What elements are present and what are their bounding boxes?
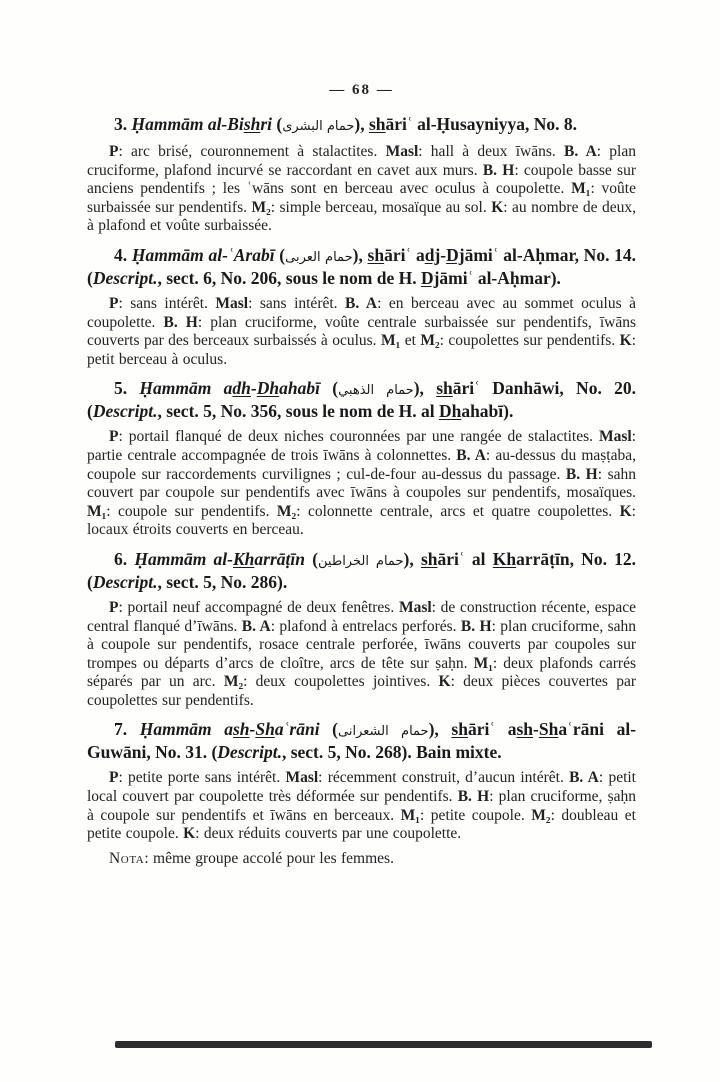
text-run: B. H — [565, 465, 598, 483]
text-run: M₁ — [473, 654, 493, 672]
text-run: ), — [352, 244, 368, 265]
text-run: sh — [368, 114, 386, 134]
text-run: M₂ — [251, 198, 271, 216]
text-run: : coupole basse sur anciens pendentifs ; les ʿwāns sont en berceau avec oculus à coupolette. — [87, 161, 636, 198]
text-run: , sect. 5, No. 268). Bain mixte. — [281, 742, 502, 763]
text-run: āriʿ a — [467, 719, 517, 740]
text-run: P — [109, 143, 119, 160]
text-run: ( — [319, 378, 339, 399]
text-run: Masl — [285, 769, 319, 787]
arabic-name-text: حمام العربى — [285, 249, 353, 265]
text-run: : doubleau et petite coupole. — [87, 806, 636, 843]
text-run: K — [619, 332, 632, 350]
text-run: : petite coupole. — [419, 806, 532, 824]
text-run: Dj — [420, 267, 440, 288]
text-run: ( — [319, 719, 338, 740]
text-run: : partie centrale accompagnée de trois īwāns à colonnettes. — [87, 428, 636, 464]
hammam-entry — [87, 114, 636, 236]
text-run: : même groupe accolé pour les femmes. — [144, 849, 394, 867]
text-run: āriʿ al-Ḥusayniyya, No. 8. — [385, 114, 578, 134]
text-run: B. H — [163, 313, 198, 331]
text-run: 3. — [114, 114, 132, 134]
text-run: : coupole sur pendentifs. — [106, 502, 277, 520]
text-run: : deux plafonds carrés séparés par un arc. — [87, 654, 637, 691]
text-run: B. H — [460, 617, 492, 635]
text-run: : hall à deux īwāns. — [418, 143, 564, 160]
text-run: āmiʿ al-Aḥmar, No. 14. ( — [87, 244, 637, 288]
text-run: : arc brisé, couronnement à stalactites. — [118, 143, 386, 160]
text-run: ( — [272, 114, 283, 134]
text-run: : plafond à entrelacs perforés. — [270, 617, 461, 635]
hammam-entry — [87, 378, 636, 540]
entry-heading — [87, 114, 636, 137]
scan-artifact-bar — [115, 1041, 652, 1048]
text-run: K — [183, 825, 196, 843]
text-run: - — [440, 244, 447, 265]
text-run: : coupolettes sur pendentifs. — [439, 332, 620, 350]
content-column — [87, 82, 636, 874]
text-run: : deux réduits couverts par une coupolette. — [195, 825, 462, 843]
text-run: Kh — [492, 548, 517, 569]
text-run: Dh — [256, 378, 280, 399]
text-run: sh — [451, 719, 468, 740]
text-run: : de construction récente, espace central flanqué d’īwāns. — [87, 598, 636, 635]
text-run: M₂ — [223, 673, 244, 691]
text-run: , sect. 6, No. 206, sous le nom de H. — [157, 267, 421, 288]
entry-heading — [87, 378, 636, 422]
text-run: 4. — [114, 244, 132, 265]
text-run: ), — [428, 719, 452, 740]
text-run: : portail flanqué de deux niches couronnées par une rangée de stalactites. — [118, 428, 599, 446]
text-run: sh — [420, 548, 438, 569]
entry-heading — [87, 245, 636, 289]
text-run: Descript. — [217, 742, 282, 763]
text-run: ), — [403, 548, 421, 569]
entry-description — [87, 295, 636, 369]
text-run: : colonnette centrale, arcs et quatre coupolettes. — [296, 502, 620, 520]
hammam-entry — [87, 719, 636, 843]
text-run: āmiʿ al-Aḥmar). — [439, 267, 561, 288]
text-run: : simple berceau, mosaïque au sol. — [270, 198, 492, 216]
text-run: 7. — [114, 719, 140, 740]
text-run: B. H — [457, 788, 490, 806]
text-run: : voûte surbaissée sur pendentifs. — [87, 180, 636, 216]
text-run: Dj — [446, 244, 465, 265]
text-run: sh — [367, 244, 385, 265]
text-run: ), — [354, 114, 369, 134]
text-run: : au-dessus du maṣṭaba, coupole sur raccordements curvilignes ; cul-de-four au-dessus du passage. — [87, 446, 636, 483]
text-run: : plan cruciforme, plafond incurvé se raccordant en cavet aux murs. — [87, 143, 636, 179]
text-run: sh — [516, 719, 534, 740]
arabic-name-text: حمام الخراطين — [318, 553, 404, 569]
text-run: : sans intérêt. — [248, 294, 346, 312]
text-run: : deux pièces couvertes par coupolettes sur pendentifs. — [87, 673, 637, 709]
text-run: K — [491, 198, 504, 216]
text-run: arrāṭīn — [254, 548, 305, 569]
hammam-entry — [87, 245, 636, 369]
text-run: arrāṭīn, No. 12. ( — [87, 548, 637, 592]
text-run: : plan cruciforme, sahn à coupole sur pendentifs, rosace centrale perforée, īwāns couverts par coupoles sur trompes ou départs d’arcs de cloître, arcs de tête sur ṣaḥn. — [87, 617, 637, 672]
text-run: : plan cruciforme, voûte centrale surbaissée sur pendentifs, īwāns couverts par des berceaux surbaissés à oculus. — [87, 313, 636, 350]
text-run: M₁ — [87, 502, 107, 520]
text-run: : portail neuf accompagné de deux fenêtres. — [118, 598, 399, 616]
text-run: K — [619, 502, 632, 520]
text-run: : sahn couvert par coupole sur pendentifs avec īwāns à coupoles sur pendentifs, mosaïques. — [87, 465, 636, 502]
text-run: B. A — [241, 617, 271, 635]
hammam-entry — [87, 549, 636, 711]
text-run: - — [249, 719, 256, 740]
text-run: Ḥammām al-Bi — [131, 114, 244, 134]
text-run: , sect. 5, No. 356, sous le nom de H. al — [157, 401, 439, 422]
text-run: aʿrāni al-Guwāni, No. 31. ( — [87, 719, 637, 763]
text-run: : sans intérêt. — [118, 294, 216, 312]
text-run: - — [533, 719, 539, 740]
page-number: — 68 — — [329, 82, 394, 98]
text-run: sh — [233, 719, 250, 740]
arabic-name-text: حمام البشرى — [282, 119, 355, 134]
text-run: Ḥammām a — [139, 378, 233, 399]
text-run: ( — [274, 244, 286, 265]
text-run: : locaux étroits couverts en berceau. — [87, 502, 636, 539]
text-run: : petit berceau à oculus. — [87, 332, 637, 368]
text-run: M₁ — [571, 180, 591, 198]
arabic-name-text: حمام الشعرانى — [338, 724, 429, 740]
text-run: et — [400, 332, 421, 350]
entry-description — [87, 769, 636, 843]
text-run: Masl — [215, 294, 249, 312]
text-run: : petite porte sans intérêt. — [118, 769, 286, 787]
entry-description — [87, 599, 636, 711]
text-run: Sh — [538, 719, 559, 740]
text-run: Ḥammām al-ʿArabī — [131, 244, 275, 265]
text-run: Masl — [598, 428, 632, 446]
text-run: K — [438, 673, 451, 691]
text-run: 5. — [114, 378, 140, 399]
text-run: B. A — [456, 446, 486, 464]
text-run: ri — [260, 114, 273, 134]
text-run: B. A — [569, 769, 599, 787]
text-run: P — [109, 294, 119, 312]
text-run: ahabī — [279, 378, 320, 399]
text-run: M₁ — [400, 806, 420, 824]
text-run: dj — [424, 244, 441, 265]
text-run: Masl — [398, 598, 432, 616]
text-run: M₁ — [381, 332, 401, 350]
text-run: M₂ — [420, 332, 440, 350]
entry-heading — [87, 549, 636, 593]
text-run: āriʿ al — [437, 548, 493, 569]
text-run: āriʿ Danhāwi, No. 20. ( — [87, 378, 636, 422]
text-run: 6. — [114, 548, 135, 569]
text-run: : récemment construit, d’aucun intérêt. — [318, 769, 570, 787]
text-run: ahabī). — [461, 401, 514, 422]
text-run: : en berceau avec au sommet oculus à coupolette. — [87, 294, 637, 331]
text-run: ( — [304, 548, 319, 569]
text-run: Kh — [232, 548, 255, 569]
text-run: Ḥammām a — [139, 719, 233, 740]
text-run: P — [109, 428, 119, 446]
arabic-name-text: حمام الذهبي — [338, 383, 414, 399]
text-run: B. A — [345, 294, 378, 312]
entry-description — [87, 428, 636, 540]
text-run: : plan cruciforme, ṣaḥn à coupole sur pendentifs et īwāns en berceaux. — [87, 788, 637, 824]
text-run: dh — [232, 378, 251, 399]
entry-heading — [87, 719, 636, 763]
text-run: Ḥammām al- — [134, 548, 233, 569]
text-run: sh — [243, 114, 261, 134]
text-run: B. H — [482, 161, 515, 179]
text-run: aʿrāni — [274, 719, 320, 740]
text-run: P — [109, 769, 119, 787]
text-run: - — [250, 378, 257, 399]
text-run: āriʿ a — [384, 244, 425, 265]
text-run: ), — [413, 378, 437, 399]
text-run: sh — [436, 378, 453, 399]
text-run: Masl — [385, 143, 419, 160]
text-run: Sh — [255, 719, 275, 740]
text-run: Nota — [109, 849, 145, 867]
text-run: B. A — [563, 143, 597, 160]
text-run: Descript. — [92, 401, 158, 422]
text-run: Dh — [438, 401, 462, 422]
text-run: M₂ — [276, 502, 297, 520]
text-run: Descript. — [92, 267, 158, 288]
text-run: : au nombre de deux, à plafond et voûte surbaissée. — [87, 198, 636, 235]
entries-list — [87, 114, 636, 844]
text-run: M₂ — [531, 806, 551, 824]
nota-paragraph — [87, 850, 636, 869]
text-run: : deux coupolettes jointives. — [243, 673, 439, 691]
text-run: , sect. 5, No. 286). — [157, 571, 288, 592]
text-run: P — [109, 598, 119, 616]
entry-description — [87, 143, 636, 236]
text-run: : petit local couvert par coupolette très déformée sur pendentifs. — [87, 769, 636, 806]
text-run: Descript. — [92, 571, 158, 592]
